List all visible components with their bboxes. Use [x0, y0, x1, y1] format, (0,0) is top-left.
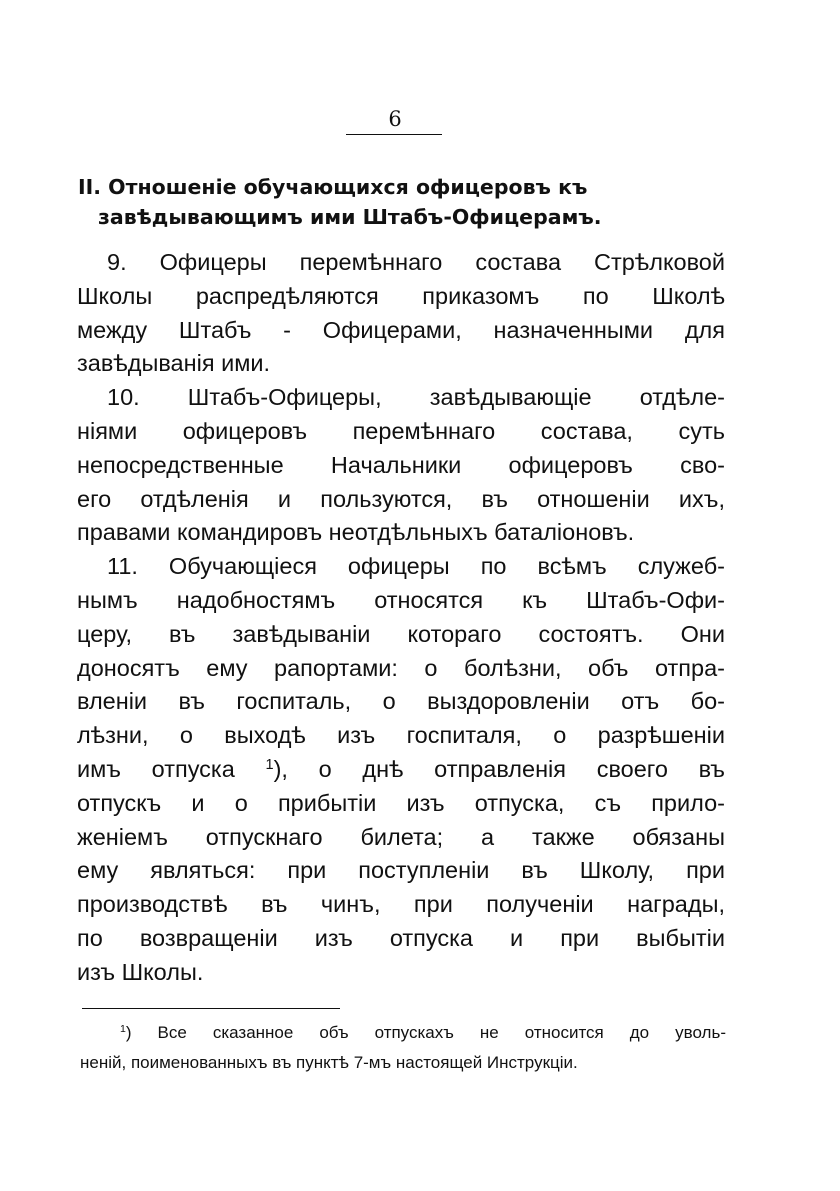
paragraph-10-line: непосредственные Начальники офицеровъ сво- [77, 451, 725, 478]
footnote-line-1 [80, 1018, 726, 1048]
paragraph-11-text-after-mark: ), о днѣ отправленiя своего въ [273, 755, 725, 782]
paragraph-10-line: 10. Штабъ-Офицеры, завѣдывающiе отдѣле- [107, 384, 725, 411]
paragraph-9-line: между Штабъ - Офицерами, назначенными для [77, 316, 725, 343]
paragraph-11-line: лѣзни, о выходѣ изъ госпиталя, о разрѣшенiи [77, 722, 725, 749]
footnote-line-2: ненiй, поименованныхъ въ пунктѣ 7-мъ настоящей Инструкцiи. [80, 1053, 578, 1072]
heading-line-1: II. Отношенiе обучающихся офицеровъ къ [78, 175, 588, 199]
section-heading [78, 172, 728, 232]
footnote-mark: 1 [120, 1023, 126, 1036]
footnote [80, 1018, 726, 1078]
paragraph-11-line: ему являться: при поступленiи въ Школу, при [77, 857, 725, 884]
paragraph-11-line: изъ Школы. [77, 958, 204, 985]
paragraph-10-line: правами командировъ неотдѣльныхъ баталiоновъ. [77, 519, 635, 546]
paragraph-11-line: нымъ надобностямъ относятся къ Штабъ-Офи- [77, 586, 725, 613]
footnote-line-1-text: ) Все сказанное объ отпускахъ не относится до уволь- [125, 1023, 726, 1042]
heading-line-2: завѣдывающимъ ими Штабъ-Офицерамъ. [98, 205, 602, 229]
paragraph-11-line: церу, въ завѣдыванiи котораго состоятъ. Они [77, 620, 725, 647]
paragraph-10-line: его отдѣленiя и пользуются, въ отношенiи ихъ, [77, 485, 725, 512]
paragraph-10-line: нiями офицеровъ перемѣннаго состава, суть [77, 417, 725, 444]
paragraph-11-line: женiемъ отпускнаго билета; а также обязаны [77, 823, 725, 850]
paragraph-11-text-before-mark: имъ отпуска [77, 755, 235, 782]
paragraph-11-line-with-footnote [77, 753, 725, 787]
body-text [77, 246, 725, 990]
footnote-separator [82, 1008, 340, 1009]
paragraph-11-line: 11. Обучающiеся офицеры по всѣмъ служеб- [107, 553, 725, 580]
paragraph-11-line: по возвращенiи изъ отпуска и при выбытiи [77, 924, 725, 951]
footnote-reference-mark[interactable]: 1 [265, 756, 274, 773]
paragraph-11-line: доносятъ ему рапортами: о болѣзни, объ отпра- [77, 654, 725, 681]
paragraph-11-line: вленiи въ госпиталь, о выздоровленiи отъ бо- [77, 688, 725, 715]
page-number-rule [346, 134, 442, 135]
paragraph-9-line: завѣдыванiя ими. [77, 350, 271, 377]
paragraph-9-line: 9. Офицеры перемѣннаго состава Стрѣлковой [107, 249, 725, 275]
page-number: 6 [388, 107, 402, 131]
paragraph-11-line: производствѣ въ чинъ, при полученiи награды, [77, 891, 725, 918]
paragraph-9-line: Школы распредѣляются приказомъ по Школѣ [77, 282, 725, 309]
paragraph-11-line: отпускъ и о прибытiи изъ отпуска, съ прило- [77, 789, 725, 816]
